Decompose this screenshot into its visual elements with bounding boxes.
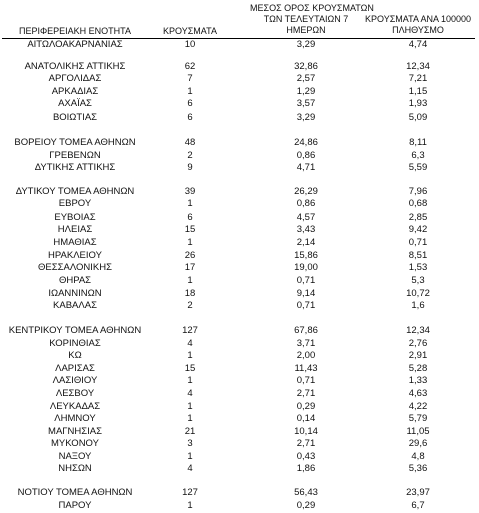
cases-value: 7 xyxy=(187,73,193,84)
table-row xyxy=(0,250,479,262)
header-region: ΠΕΡΙΦΕΡΕΙΑΚΗ ΕΝΟΤΗΤΑ xyxy=(18,26,132,36)
region-name: ΑΧΑΪΑΣ xyxy=(58,98,92,109)
per100k-value: 5,59 xyxy=(408,162,428,173)
cases-value: 1 xyxy=(187,375,193,386)
per100k-value: 8,51 xyxy=(408,250,428,261)
avg-value: 15,86 xyxy=(294,250,318,261)
avg-value: 3,43 xyxy=(296,224,316,235)
region-name: ΝΑΞΟΥ xyxy=(58,451,92,462)
table-row xyxy=(0,137,479,149)
per100k-value: 1,93 xyxy=(408,98,428,109)
cases-value: 1 xyxy=(187,401,193,412)
table-row xyxy=(0,375,479,387)
avg-value: 0,29 xyxy=(296,500,316,511)
per100k-value: 2,91 xyxy=(408,350,428,361)
cases-value: 17 xyxy=(184,262,196,273)
avg-value: 3,29 xyxy=(296,39,316,50)
avg-value: 10,14 xyxy=(294,426,318,437)
cases-value: 1 xyxy=(187,86,193,97)
cases-value: 1 xyxy=(187,237,193,248)
avg-value: 24,86 xyxy=(294,137,318,148)
table-row xyxy=(0,426,479,438)
table-row xyxy=(0,198,479,210)
table-row xyxy=(0,300,479,312)
cases-value: 1 xyxy=(187,350,193,361)
avg-value: 4,71 xyxy=(296,162,316,173)
region-name: ΗΜΑΘΙΑΣ xyxy=(53,237,97,248)
cases-value: 127 xyxy=(182,325,198,336)
per100k-value: 23,97 xyxy=(406,487,430,498)
avg-value: 3,71 xyxy=(296,338,316,349)
avg-value: 1,86 xyxy=(296,463,316,474)
per100k-value: 4,74 xyxy=(408,39,428,50)
per100k-value: 1,33 xyxy=(408,375,428,386)
per100k-value: 11,05 xyxy=(406,426,430,437)
cases-value: 6 xyxy=(187,212,193,223)
cases-value: 15 xyxy=(184,363,196,374)
region-name: ΒΟΡΕΙΟΥ ΤΟΜΕΑ ΑΘΗΝΩΝ xyxy=(14,137,136,148)
per100k-value: 5,09 xyxy=(408,112,428,123)
region-name: ΚΟΡΙΝΘΙΑΣ xyxy=(49,338,101,349)
avg-value: 11,43 xyxy=(294,363,318,374)
per100k-value: 1,6 xyxy=(411,300,425,311)
cases-value: 4 xyxy=(187,338,193,349)
per100k-value: 12,34 xyxy=(406,61,430,72)
region-name: ΘΗΡΑΣ xyxy=(58,275,92,286)
per100k-value: 0,71 xyxy=(408,237,428,248)
per100k-value: 5,36 xyxy=(408,463,428,474)
cases-value: 15 xyxy=(184,224,196,235)
per100k-value: 4,22 xyxy=(408,401,428,412)
table-row xyxy=(0,112,479,124)
avg-value: 4,57 xyxy=(296,212,316,223)
per100k-value: 10,72 xyxy=(406,288,430,299)
per100k-value: 5,3 xyxy=(411,275,425,286)
region-name: ΚΩ xyxy=(68,350,82,361)
cases-value: 39 xyxy=(184,186,196,197)
avg-value: 0,29 xyxy=(296,401,316,412)
cases-value: 3 xyxy=(187,438,193,449)
region-name: ΛΑΡΙΣΑΣ xyxy=(55,363,95,374)
region-name: ΕΥΒΟΙΑΣ xyxy=(54,212,96,223)
region-name: ΑΡΓΟΛΙΔΑΣ xyxy=(48,73,102,84)
region-name: ΒΟΙΩΤΙΑΣ xyxy=(52,112,98,123)
avg-value: 0,71 xyxy=(296,375,316,386)
avg-value: 67,86 xyxy=(294,325,318,336)
avg-value: 2,00 xyxy=(296,350,316,361)
header-avg-line2: ΤΩΝ ΤΕΛΕΥΤΑΙΩΝ 7 xyxy=(263,14,349,24)
avg-value: 2,57 xyxy=(296,73,316,84)
region-name: ΚΕΝΤΡΙΚΟΥ ΤΟΜΕΑ ΑΘΗΝΩΝ xyxy=(8,325,142,336)
region-name: ΕΒΡΟΥ xyxy=(58,198,92,209)
per100k-value: 1,15 xyxy=(408,86,428,97)
table-row xyxy=(0,150,479,162)
avg-value: 2,14 xyxy=(296,237,316,248)
cases-value: 1 xyxy=(187,275,193,286)
per100k-value: 2,76 xyxy=(408,338,428,349)
region-name: ΝΗΣΩΝ xyxy=(58,463,92,474)
per100k-value: 8,11 xyxy=(409,137,427,148)
per100k-value: 12,34 xyxy=(406,325,430,336)
table-row xyxy=(0,413,479,425)
avg-value: 0,86 xyxy=(296,198,316,209)
table-row xyxy=(0,338,479,350)
cases-value: 26 xyxy=(184,250,196,261)
per100k-value: 9,42 xyxy=(408,224,428,235)
per100k-value: 5,79 xyxy=(408,413,428,424)
table-row xyxy=(0,463,479,475)
region-name: ΑΝΑΤΟΛΙΚΗΣ ΑΤΤΙΚΗΣ xyxy=(24,61,126,72)
cases-value: 1 xyxy=(187,198,193,209)
per100k-value: 7,96 xyxy=(408,186,428,197)
avg-value: 9,14 xyxy=(296,288,316,299)
per100k-value: 29,6 xyxy=(408,438,428,449)
cases-value: 4 xyxy=(187,388,193,399)
per100k-value: 0,68 xyxy=(408,198,428,209)
cases-value: 6 xyxy=(187,112,193,123)
region-name: ΛΕΣΒΟΥ xyxy=(55,388,95,399)
cases-value: 1 xyxy=(187,413,193,424)
cases-value: 48 xyxy=(184,137,196,148)
table-row xyxy=(0,73,479,85)
avg-value: 0,71 xyxy=(296,300,316,311)
per100k-value: 7,21 xyxy=(408,73,428,84)
table-row xyxy=(0,288,479,300)
table-row xyxy=(0,86,479,98)
table-row xyxy=(0,224,479,236)
region-name: ΝΟΤΙΟΥ ΤΟΜΕΑ ΑΘΗΝΩΝ xyxy=(17,487,133,498)
table-row xyxy=(0,350,479,362)
header-cases: ΚΡΟΥΣΜΑΤΑ xyxy=(163,26,217,36)
cases-value: 1 xyxy=(187,451,193,462)
region-name: ΙΩΑΝΝΙΝΩΝ xyxy=(48,288,102,299)
table-row xyxy=(0,212,479,224)
table-row xyxy=(0,186,479,198)
table-row xyxy=(0,500,479,512)
region-name: ΛΕΥΚΑΔΑΣ xyxy=(49,401,101,412)
header-avg-line3: ΗΜΕΡΩΝ xyxy=(286,25,326,35)
table-row xyxy=(0,98,479,110)
per100k-value: 6,7 xyxy=(411,500,425,511)
avg-value: 3,57 xyxy=(296,98,316,109)
cases-value: 21 xyxy=(184,426,196,437)
table-row xyxy=(0,401,479,413)
table-row xyxy=(0,162,479,174)
header-per-line2: ΠΛΗΘΥΣΜΟ xyxy=(392,25,444,35)
table-row xyxy=(0,61,479,73)
cases-value: 2 xyxy=(187,300,193,311)
table-row xyxy=(0,262,479,274)
table-row xyxy=(0,438,479,450)
header-avg-line1: ΜΕΣΟΣ ΟΡΟΣ ΚΡΟΥΣΜΑΤΩΝ xyxy=(250,3,374,13)
table-row xyxy=(0,388,479,400)
avg-value: 3,29 xyxy=(296,112,316,123)
per100k-value: 4,8 xyxy=(411,451,425,462)
cases-value: 62 xyxy=(184,61,196,72)
avg-value: 2,71 xyxy=(296,388,316,399)
avg-value: 56,43 xyxy=(294,487,318,498)
header-per-line1: ΚΡΟΥΣΜΑΤΑ ΑΝΑ 100000 xyxy=(365,14,471,24)
avg-value: 2,71 xyxy=(296,438,316,449)
region-name: ΔΥΤΙΚΟΥ ΤΟΜΕΑ ΑΘΗΝΩΝ xyxy=(15,186,135,197)
region-name: ΛΑΣΙΘΙΟΥ xyxy=(52,375,98,386)
region-name: ΜΑΓΝΗΣΙΑΣ xyxy=(48,426,102,437)
avg-value: 26,29 xyxy=(294,186,318,197)
per100k-value: 4,63 xyxy=(408,388,428,399)
cases-value: 18 xyxy=(184,288,196,299)
per100k-value: 5,28 xyxy=(408,363,428,374)
region-name: ΓΡΕΒΕΝΩΝ xyxy=(49,150,101,161)
table-row xyxy=(0,39,479,51)
cases-value: 4 xyxy=(187,463,193,474)
avg-value: 32,86 xyxy=(294,61,318,72)
region-name: ΔΥΤΙΚΗΣ ΑΤΤΙΚΗΣ xyxy=(34,162,116,173)
table-row xyxy=(0,275,479,287)
per100k-value: 2,85 xyxy=(408,212,428,223)
region-name: ΛΗΜΝΟΥ xyxy=(54,413,96,424)
region-name: ΑΙΤΩΛΟΑΚΑΡΝΑΝΙΑΣ xyxy=(27,39,123,50)
region-name: ΠΑΡΟΥ xyxy=(58,500,92,511)
table-row xyxy=(0,487,479,499)
table-row xyxy=(0,325,479,337)
cases-value: 2 xyxy=(187,150,193,161)
avg-value: 0,86 xyxy=(296,150,316,161)
table-row xyxy=(0,237,479,249)
avg-value: 1,29 xyxy=(296,86,316,97)
region-name: ΜΥΚΟΝΟΥ xyxy=(51,438,99,449)
table-row xyxy=(0,451,479,463)
region-name: ΑΡΚΑΔΙΑΣ xyxy=(51,86,99,97)
region-name: ΗΡΑΚΛΕΙΟΥ xyxy=(48,250,102,261)
cases-value: 10 xyxy=(184,39,196,50)
avg-value: 0,71 xyxy=(296,275,316,286)
cases-value: 9 xyxy=(187,162,193,173)
region-name: ΚΑΒΑΛΑΣ xyxy=(53,300,97,311)
table-row xyxy=(0,363,479,375)
avg-value: 0,43 xyxy=(296,451,316,462)
avg-value: 19,00 xyxy=(294,262,318,273)
per100k-value: 1,53 xyxy=(408,262,428,273)
region-name: ΘΕΣΣΑΛΟΝΙΚΗΣ xyxy=(38,262,112,273)
avg-value: 0,14 xyxy=(296,413,316,424)
cases-value: 6 xyxy=(187,98,193,109)
per100k-value: 6,3 xyxy=(411,150,425,161)
cases-value: 1 xyxy=(187,500,193,511)
cases-value: 127 xyxy=(182,487,198,498)
region-name: ΗΛΕΙΑΣ xyxy=(57,224,93,235)
